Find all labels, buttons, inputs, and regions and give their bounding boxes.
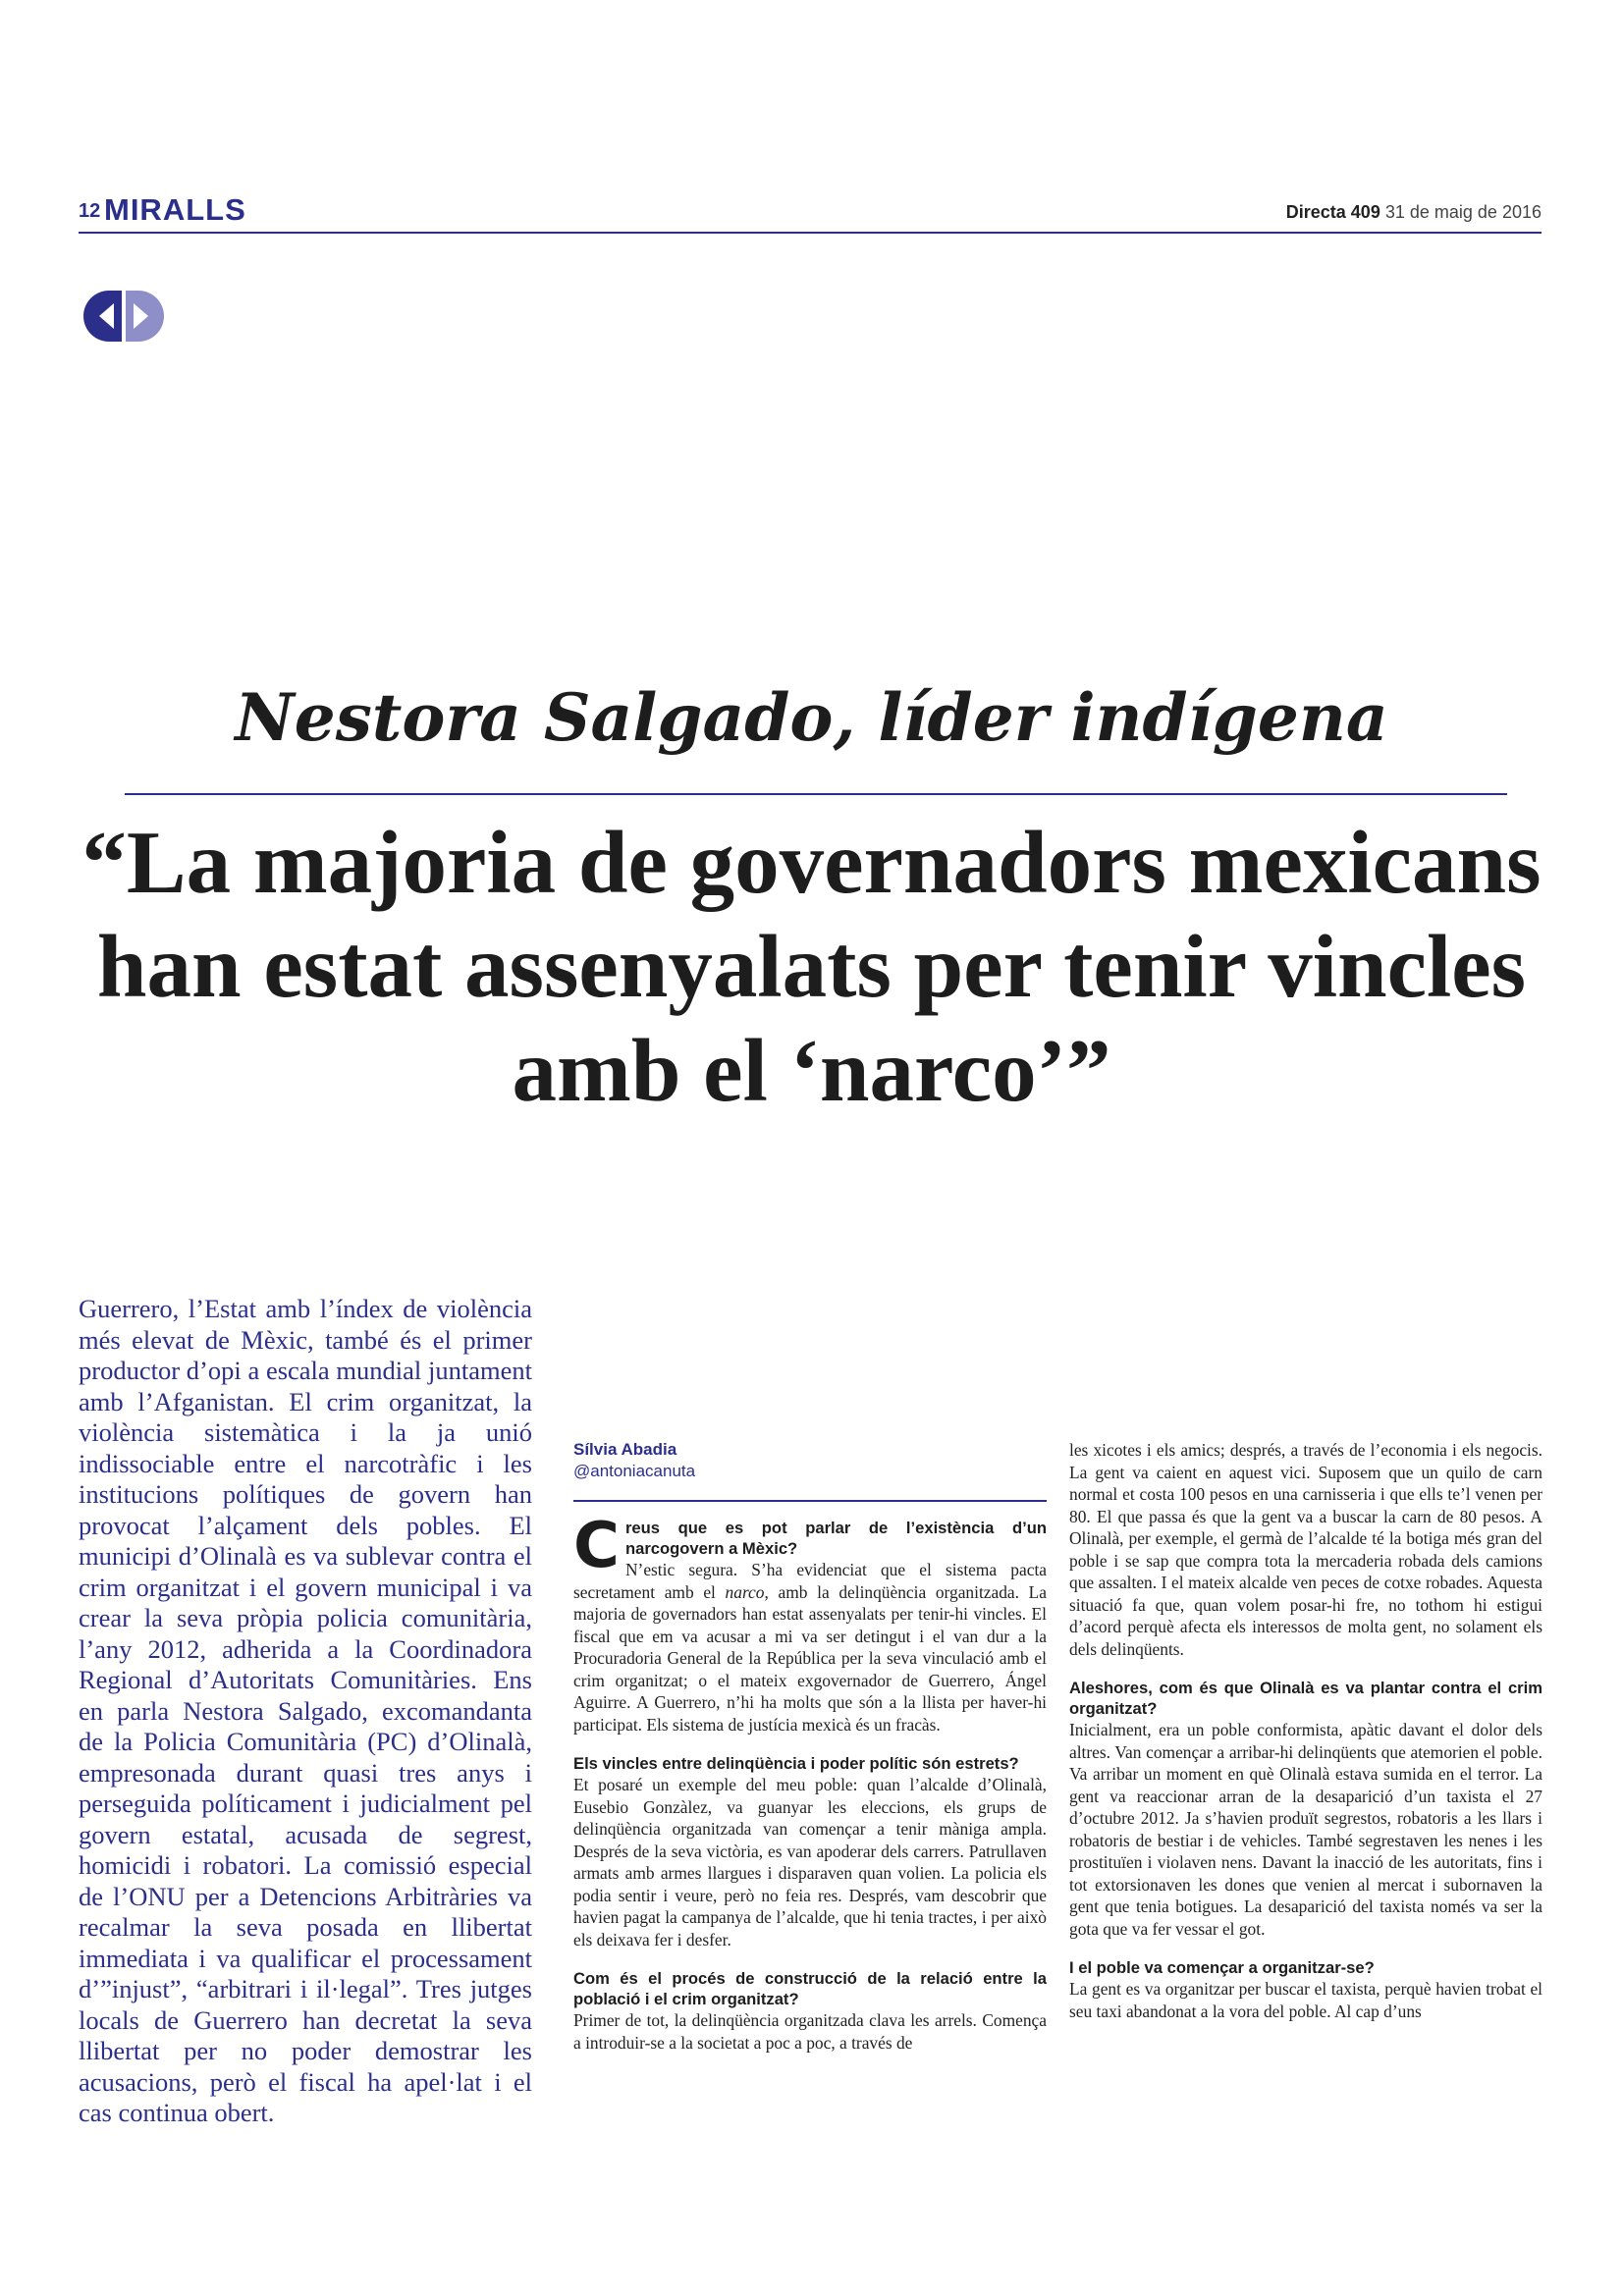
byline-divider xyxy=(573,1500,1047,1502)
question-3: Com és el procés de construcció de la relació entre la població i el crim organitzat? xyxy=(573,1969,1047,2008)
issue-info xyxy=(1286,202,1542,223)
interview-column-right xyxy=(1069,1439,1542,2022)
question-5: I el poble va començar a organitzar-se? xyxy=(1069,1958,1375,1977)
byline xyxy=(573,1439,1047,1482)
author-name: Sílvia Abadia xyxy=(573,1440,677,1459)
play-arrows-logo-icon xyxy=(81,288,167,345)
answer-2: Et posaré un exemple del meu poble: quan l’alcalde d’Olinalà, Eusebio Gonzàlez, va guanyar les eleccions, els grups de delinqüència organitzada van començar a tenir màniga ampla. Després de la seva victòria, es van apoderar dels carrers. Patrullaven armats amb armes llargues i disparaven quan volien. La policia els podia sentir i veure, però no feia res. Després, vam descobrir que havien pagat la campanya de l’alcalde, que hi tenia tractes, i per això els deixava fer i desfer. xyxy=(573,1775,1047,1949)
answer-4: Inicialment, era un poble conformista, apàtic davant el dolor dels altres. Van començar a arribar-hi delinqüents que atemorien el poble. Va arribar un moment en què Olinalà estava sumida en el terror. La gent va reaccionar arran de la desaparició d’un taxista el 27 d’octubre 2012. Ja s’havien produït segrestos, robatoris a les llars i robatoris de bestiar i de vehicles. També segrestaven les nenes i les prostituïen i violaven nens. Davant la inacció de les autoritats, fins i tot extorsionaven les dones que venien al mercat i subornaven la gent que tenia botigues. La desaparició del taxista només va ser la gota que va fer vessar el got. xyxy=(1069,1720,1542,1939)
header-divider xyxy=(79,232,1542,234)
drop-cap: C xyxy=(573,1510,620,1582)
question-1-text: reus que es pot parlar de l’existència d’un narcogovern a Mèxic? xyxy=(624,1519,1047,1558)
issue-date: 31 de maig de 2016 xyxy=(1384,202,1542,222)
publication-name: Directa 409 xyxy=(1285,202,1380,222)
article-kicker: Nestora Salgado, líder indígena xyxy=(235,679,1388,756)
answer-1-part-1: N’estic segura. S’ha evidenciat que el sistema pacta secretament amb el xyxy=(573,1560,1047,1602)
article-headline: “La majoria de governadors mexicans han estat assenyalats per tenir vincles amb el ‘narco’” xyxy=(81,813,1542,1120)
lead-paragraph: Guerrero, l’Estat amb l’índex de violència més elevat de Mèxic, també és el primer productor d’opi a escala mundial juntament amb l’Afganistan. El crim organitzat, la violència sistemàtica i la ja unió indissociable entre el narcotràfic i les institucions polítiques de govern han provocat l’alçament dels pobles. El municipi d’Olinalà es va sublevar contra el crim organitzat i el govern municipal i va crear la seva pròpia policia comunitària, l’any 2012, adherida a la Coordinadora Regional d’Autoritats Comunitàries. Ens en parla Nestora Salgado, excomandanta de la Policia Comunitària (PC) d’Olinalà, empresonada durant quasi tres anys i perseguida políticament i judicialment pel govern estatal, acusada de segrest, homicidi i robatori. La comissió especial de l’ONU per a Detencions Arbitràries va recalmar la seva posada en llibertat immediata i va qualificar el processament d’”injust”, “arbitrari i il·legal”. Tres jutges locals de Guerrero han decretat la seva llibertat per no poder demostrar les acusacions, però el fiscal ha apel·lat i el cas continua obert. xyxy=(79,1294,532,2127)
page-number: 12 xyxy=(79,200,101,222)
interview-column-middle xyxy=(573,1510,1047,2054)
title-divider xyxy=(125,793,1507,795)
page-header xyxy=(79,192,1542,232)
section-title: MIRALLS xyxy=(104,192,246,227)
answer-1 xyxy=(573,1559,1047,1735)
answer-5: La gent es va organitzar per buscar el taxista, perquè havien trobat el seu taxi abandonat a la vora del poble. Al cap d’uns xyxy=(1069,1979,1542,2021)
answer-3-continued: les xicotes i els amics; després, a través de l’economia i els negocis. La gent va caient en aquest vici. Suposem que un quilo de carn normal et costa 100 pesos en una carnisseria i que ells te’l venen per 80. El que passa és que la gent va a buscar la carn de 80 pesos. A Olinalà, per exemple, el germà de l’alcalde té la botiga més gran del poble i se sap que compra tota la mercaderia robada dels camions que assalten. I el mateix alcalde ven peces de cotxe robades. Aquesta situació fa que, quan volem posar-hi fre, no tothom hi estigui d’acord perquè afecta els interessos de molta gent, no solament els dels delinqüents. xyxy=(1069,1440,1542,1659)
question-4: Aleshores, com és que Olinalà es va plantar contra el crim organitzat? xyxy=(1069,1679,1542,1718)
answer-1-part-2: , amb la delinqüència organitzada. La majoria de governadors han estat assenyalats per tenir-hi vincles. El fiscal que em va acusar a mi va ser detingut i el van dur a la Procuradoria General de la República per la seva vinculació amb el crim organitzat; o el mateix exgovernador de Guerrero, Ángel Aguirre. A Guerrero, n’hi ha molts que són a la llista per haver-hi participat. Els sistema de justícia mexicà és un fracàs. xyxy=(573,1581,1047,1735)
author-handle: @antoniacanuta xyxy=(573,1462,696,1480)
answer-1-emphasis: narco xyxy=(725,1581,765,1602)
answer-3: Primer de tot, la delinqüència organitzada clava les arrels. Comença a introduir-se a la societat a poc a poc, a través de xyxy=(573,2010,1047,2053)
question-2: Els vincles entre delinqüència i poder polític són estrets? xyxy=(573,1754,1019,1773)
